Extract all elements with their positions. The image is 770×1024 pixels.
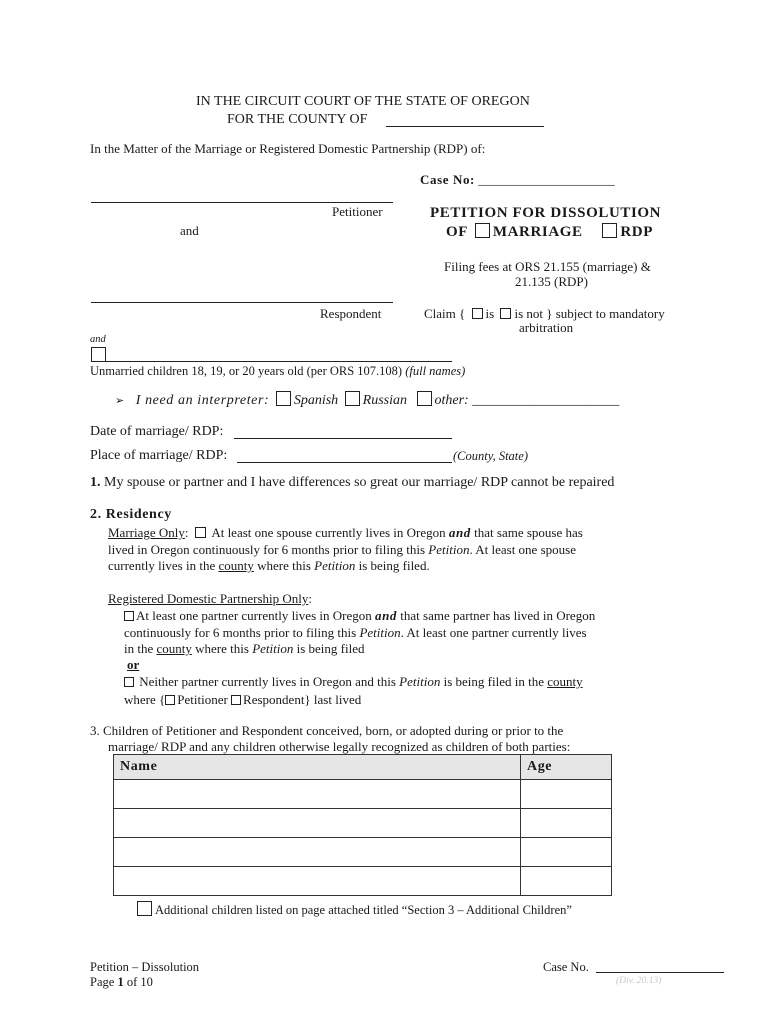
- unmarried-children-field[interactable]: [106, 361, 452, 362]
- filing-fees-line1: Filing fees at ORS 21.155 (marriage) &: [444, 259, 651, 274]
- unmarried-children-checkbox[interactable]: [91, 347, 106, 362]
- additional-children-row: [137, 901, 572, 918]
- child-name-cell[interactable]: [114, 838, 521, 867]
- place-of-marriage-field[interactable]: [237, 462, 452, 463]
- additional-children-text: Additional children listed on page attached titled “Section 3 – Additional Children”: [155, 903, 572, 917]
- petition-title: PETITION FOR DISSOLUTION: [430, 205, 662, 221]
- rdp-only-line2: [124, 625, 587, 641]
- and-emphasis: and: [374, 608, 398, 623]
- respondent-label: Respondent: [320, 306, 382, 321]
- rdp-checkbox[interactable]: [602, 223, 617, 238]
- child-age-cell[interactable]: [521, 867, 612, 896]
- other-language-label: other:: [434, 393, 469, 408]
- marriage-checkbox[interactable]: [475, 223, 490, 238]
- section-3-line2: marriage/ RDP and any children otherwise legally recognized as children of both parties:: [108, 739, 571, 754]
- rdp-only-label: Registered Domestic Partnership Only: [108, 591, 309, 606]
- rdp-line2-end: . At least one partner currently lives: [400, 625, 587, 640]
- rdp-line3-text: in the: [124, 641, 154, 656]
- date-of-marriage-label: Date of marriage/ RDP:: [90, 424, 224, 439]
- footer-stamp: (Div. 20.13): [616, 976, 662, 986]
- child-name-cell[interactable]: [114, 867, 521, 896]
- footer-case-no-field[interactable]: [596, 972, 724, 973]
- section-3-line1: [90, 723, 563, 739]
- footer-page-number: [90, 975, 153, 990]
- rdp-only-line1: [124, 608, 595, 624]
- petition-type-row: [446, 223, 653, 241]
- child-age-cell[interactable]: [521, 809, 612, 838]
- table-row: [114, 809, 612, 838]
- page-current: 1: [117, 975, 124, 989]
- marriage-line3-text: currently lives in the: [108, 558, 216, 573]
- russian-checkbox[interactable]: [345, 391, 360, 406]
- additional-children-checkbox[interactable]: [137, 901, 152, 916]
- neither-line2-text: where {: [124, 692, 166, 707]
- county-field[interactable]: [386, 126, 544, 127]
- spanish-checkbox[interactable]: [276, 391, 291, 406]
- claim-prefix: Claim {: [424, 306, 466, 321]
- petition-word: Petition: [252, 641, 294, 656]
- court-title-line1: IN THE CIRCUIT COURT OF THE STATE OF OREGON: [196, 94, 530, 109]
- neither-line2: [124, 692, 361, 708]
- and-label: and: [180, 223, 199, 238]
- section-1-number: 1.: [90, 475, 101, 490]
- marriage-line3-end: is being filed.: [358, 558, 430, 573]
- and-emphasis: and: [448, 525, 471, 540]
- marriage-line2-end: . At least one spouse: [469, 542, 576, 557]
- county-word: county: [218, 558, 254, 573]
- claim-is-not-label: is not } subject to mandatory: [514, 306, 665, 321]
- child-name-cell[interactable]: [114, 780, 521, 809]
- page-total: of 10: [126, 975, 153, 989]
- russian-label: Russian: [362, 393, 407, 408]
- child-age-cell[interactable]: [521, 838, 612, 867]
- date-of-marriage-field[interactable]: [234, 438, 452, 439]
- section-3-heading: 3. Children of Petitioner and Respondent conceived, born, or adopted during or prior to the: [90, 723, 564, 738]
- matter-caption: In the Matter of the Marriage or Registered Domestic Partnership (RDP) of:: [90, 141, 486, 156]
- section-1: [90, 475, 614, 491]
- footer-form-title: Petition – Dissolution: [90, 960, 200, 974]
- claim-is-label: is: [485, 306, 495, 321]
- other-language-checkbox[interactable]: [417, 391, 432, 406]
- table-row: [114, 867, 612, 896]
- petition-word: Petition: [399, 674, 441, 689]
- petition-word: Petition: [428, 542, 470, 557]
- rdp-only-line3: [124, 641, 365, 657]
- or-label: or: [127, 657, 140, 672]
- last-lived-respondent-label: Respondent} last lived: [243, 692, 362, 707]
- rdp-line2-text: continuously for 6 months prior to filing this: [124, 625, 357, 640]
- claim-is-checkbox[interactable]: [472, 308, 483, 319]
- marriage-line2-text: lived in Oregon continuously for 6 months prior to filing this: [108, 542, 426, 557]
- last-lived-petitioner-checkbox[interactable]: [165, 695, 175, 705]
- rdp-option-label: RDP: [620, 224, 654, 240]
- interpreter-row: [115, 391, 619, 409]
- marriage-residency-checkbox[interactable]: [195, 527, 206, 538]
- of-label: OF: [446, 224, 468, 240]
- court-title-line2: [227, 112, 367, 128]
- marriage-option-label: MARRIAGE: [492, 224, 583, 240]
- marriage-only-line3: [108, 558, 430, 574]
- case-number-row: [420, 172, 615, 188]
- neither-line1: [124, 674, 583, 690]
- name-column-header: Name: [114, 755, 521, 780]
- last-lived-petitioner-label: Petitioner: [177, 692, 228, 707]
- place-of-marriage-label: Place of marriage/ RDP:: [90, 448, 228, 463]
- neither-line1-mid: is being filed in the: [443, 674, 544, 689]
- spanish-label: Spanish: [293, 393, 339, 408]
- section-1-text: My spouse or partner and I have differences so great our marriage/ RDP cannot be repaired: [104, 475, 615, 490]
- petition-word: Petition: [359, 625, 401, 640]
- petitioner-label: Petitioner: [332, 204, 383, 219]
- case-number-label: Case No:: [420, 172, 475, 187]
- petition-word: Petition: [314, 558, 356, 573]
- marriage-only-label: Marriage Only: [108, 525, 185, 540]
- table-row: [114, 780, 612, 809]
- child-age-cell[interactable]: [521, 780, 612, 809]
- county-word: county: [547, 674, 583, 689]
- children-table: [113, 754, 612, 896]
- petitioner-name-field[interactable]: [91, 202, 393, 203]
- rdp-line1-end: that same partner has lived in Oregon: [400, 608, 596, 623]
- marriage-line1-text: At least one spouse currently lives in Oregon: [211, 525, 446, 540]
- unmarried-children-text: Unmarried children 18, 19, or 20 years old (per ORS 107.108): [90, 364, 403, 378]
- neither-partner-checkbox[interactable]: [124, 677, 134, 687]
- marriage-line3-mid: where this: [257, 558, 311, 573]
- arrow-bullet-icon: ➢: [115, 394, 125, 407]
- rdp-residency-checkbox[interactable]: [124, 611, 134, 621]
- footer-case-no-label: Case No.: [543, 960, 589, 974]
- table-row: [114, 838, 612, 867]
- rdp-only-heading: Registered Domestic Partnership Only:: [108, 591, 313, 606]
- age-column-header: Age: [521, 755, 612, 780]
- case-number-field[interactable]: _____________________: [478, 172, 615, 187]
- last-lived-respondent-checkbox[interactable]: [231, 695, 241, 705]
- claim-is-not-checkbox[interactable]: [500, 308, 511, 319]
- rdp-line1-text: At least one partner currently lives in Oregon: [136, 608, 372, 623]
- filing-fees-line2: 21.135 (RDP): [515, 274, 588, 289]
- neither-line1-text: Neither partner currently lives in Oregon and this: [139, 674, 396, 689]
- rdp-line3-end: is being filed: [296, 641, 365, 656]
- child-name-cell[interactable]: [114, 809, 521, 838]
- marriage-line1-end: that same spouse has: [474, 525, 583, 540]
- rdp-line3-mid: where this: [195, 641, 249, 656]
- county-label: FOR THE COUNTY OF: [227, 112, 368, 127]
- other-language-field[interactable]: _____________________: [472, 393, 620, 408]
- interpreter-label: I need an interpreter:: [135, 393, 270, 408]
- unmarried-children-note: (full names): [405, 364, 466, 378]
- and-italic-label: and: [90, 334, 106, 345]
- arbitration-label: arbitration: [519, 320, 574, 335]
- table-header-row: [114, 755, 612, 780]
- page-prefix: Page: [90, 975, 115, 989]
- county-state-note: (County, State): [453, 449, 528, 463]
- marriage-only-line2: [108, 542, 576, 558]
- unmarried-children-caption: [90, 364, 465, 379]
- marriage-only-line1: Marriage Only: At least one spouse currently lives in Oregon and that same spouse has: [108, 525, 583, 540]
- county-word: county: [156, 641, 192, 656]
- respondent-name-field[interactable]: [91, 302, 393, 303]
- section-2-heading: 2. Residency: [90, 507, 172, 522]
